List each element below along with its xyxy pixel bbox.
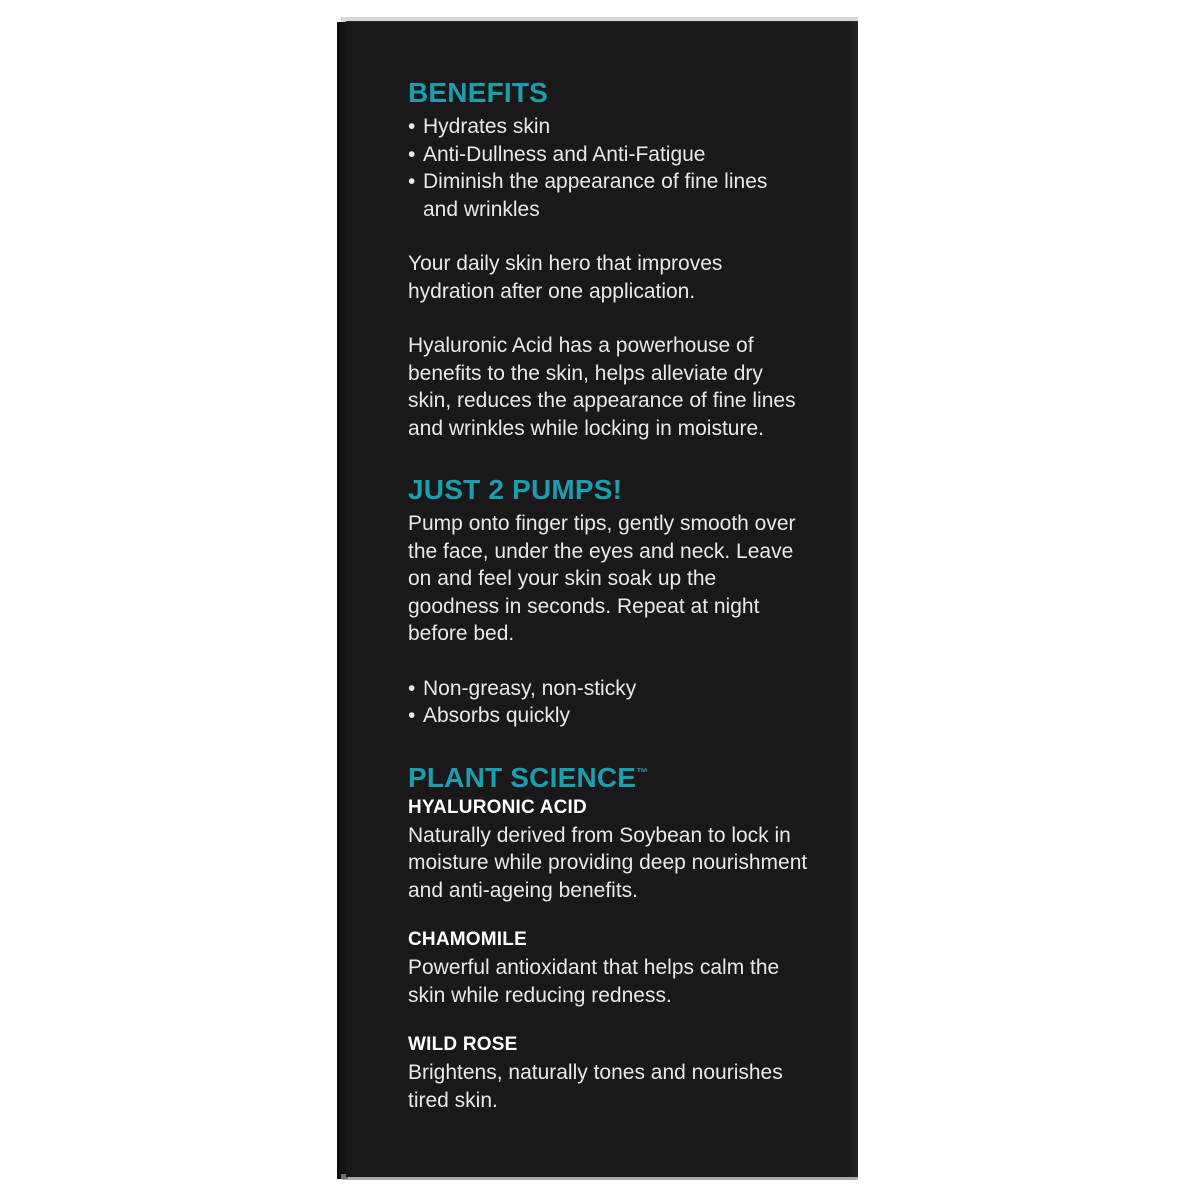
spacer (408, 1009, 808, 1035)
plant-science-heading-label: PLANT SCIENCE (408, 761, 637, 793)
intro-paragraph: Your daily skin hero that improves hydration after one application. (408, 252, 723, 303)
benefits-list (408, 113, 808, 223)
list-item: • Absorbs quickly (408, 702, 808, 730)
ingredient-description: Brightens, naturally tones and nourishes tired skin. (408, 1061, 783, 1112)
spacer (408, 648, 808, 675)
spacer (408, 305, 808, 332)
directions-paragraph: Pump onto finger tips, gently smooth over the face, under the eyes and neck. Leave on and feel your skin soak up the goodness in seconds. Repeat at night before bed. (408, 512, 796, 645)
panel-text-column (408, 79, 808, 1114)
ingredient-description: Naturally derived from Soybean to lock in moisture while providing deep nourishment and anti-ageing benefits. (408, 823, 808, 902)
list-item: • Non-greasy, non-sticky (408, 675, 808, 703)
directions-heading: JUST 2 PUMPS! (408, 474, 623, 505)
description-paragraph: Hyaluronic Acid has a powerhouse of benefits to the skin, helps alleviate dry skin, reduces the appearance of fine lines and wrinkles while locking in moisture. (408, 334, 796, 440)
spacer (408, 730, 808, 764)
ingredient-name: WILD ROSE (408, 1034, 518, 1055)
ingredient-name: HYALURONIC ACID (408, 796, 587, 818)
spacer (408, 442, 808, 476)
benefits-heading: BENEFITS (408, 77, 549, 108)
spacer (408, 223, 808, 250)
carton-back-panel (346, 21, 858, 1177)
spacer (408, 904, 808, 930)
texture-claims-list (408, 675, 808, 730)
list-item: • Diminish the appearance of fine lines and wrinkles (408, 168, 808, 223)
ingredient-description: Powerful antioxidant that helps calm the skin while reducing redness. (408, 956, 780, 1007)
ingredient-name: CHAMOMILE (408, 929, 527, 950)
plant-science-heading (408, 761, 808, 793)
list-item: • Anti-Dullness and Anti-Fatigue (408, 141, 808, 169)
trademark-symbol: ™ (636, 765, 649, 780)
list-item: • Hydrates skin (408, 113, 808, 141)
